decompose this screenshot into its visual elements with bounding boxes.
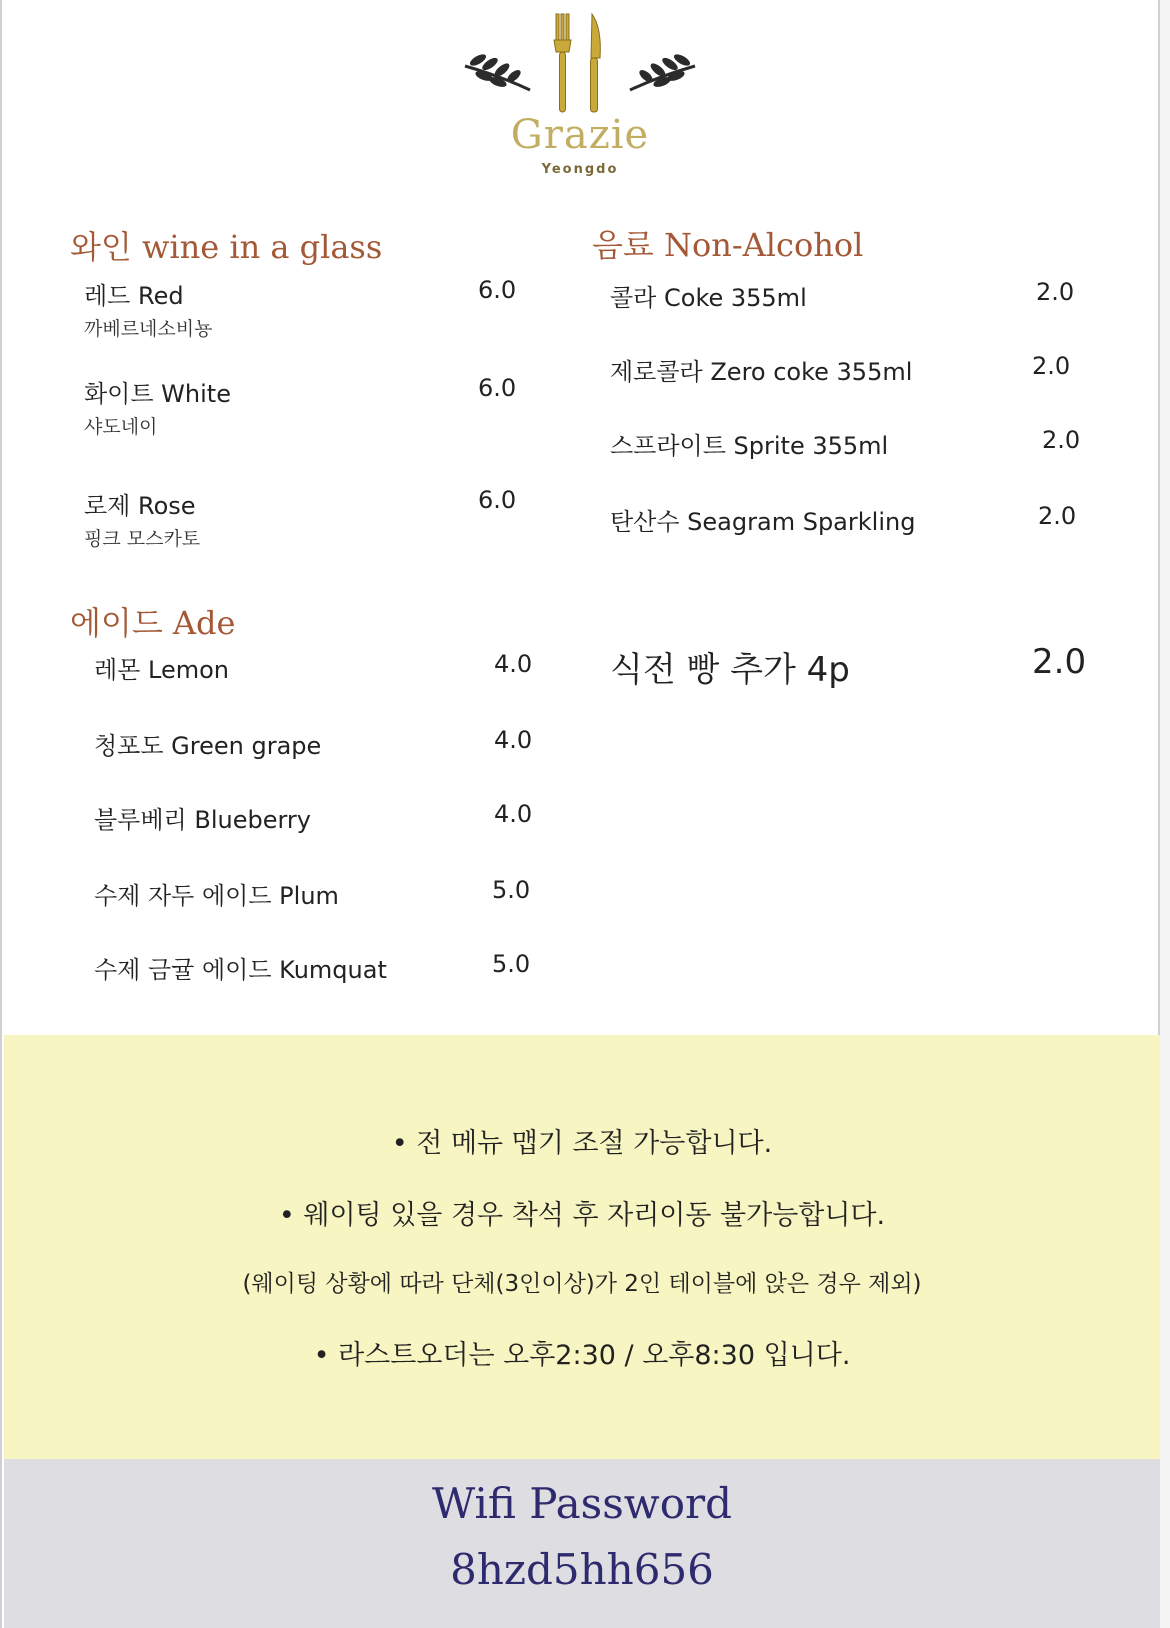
brand-location: Yeongdo <box>541 162 619 177</box>
drink-item-name: 스프라이트 Sprite 355ml <box>610 432 889 460</box>
brand-logo <box>460 8 700 178</box>
drink-item-name: 탄산수 Seagram Sparkling <box>610 508 916 536</box>
drink-item-price: 2.0 <box>1038 502 1077 530</box>
ade-item-name: 수제 금귤 에이드 Kumquat <box>94 956 387 984</box>
ade-item-price: 4.0 <box>494 726 533 754</box>
notice-line: • 웨이팅 있을 경우 착석 후 자리이동 불가능합니다. <box>278 1200 886 1231</box>
ade-item-price: 5.0 <box>492 950 531 978</box>
fork-knife-laurel-icon <box>460 8 700 118</box>
wine-item-variety: 핑크 모스카토 <box>84 528 201 550</box>
ade-item-price: 4.0 <box>494 650 533 678</box>
ade-item-name: 레몬 Lemon <box>94 656 229 684</box>
wifi-password: 8hzd5hh656 <box>450 1545 714 1594</box>
wine-item-price: 6.0 <box>478 276 517 304</box>
wine-item-name: 로제 Rose <box>84 492 196 520</box>
notice-line: • 라스트오더는 오후2:30 / 오후8:30 입니다. <box>313 1340 851 1371</box>
drink-item-name: 콜라 Coke 355ml <box>610 284 807 312</box>
notice-line: (웨이팅 상황에 따라 단체(3인이상)가 2인 테이블에 앉은 경우 제외) <box>242 1271 922 1297</box>
wine-section-title: 와인 wine in a glass <box>70 228 383 266</box>
bread-item-name: 식전 빵 추가 4p <box>610 650 850 690</box>
wine-item-variety: 까베르네소비뇽 <box>84 318 213 340</box>
ade-item-name: 블루베리 Blueberry <box>94 806 311 834</box>
drink-item-price: 2.0 <box>1042 426 1081 454</box>
ade-item-price: 4.0 <box>494 800 533 828</box>
wine-item-price: 6.0 <box>478 486 517 514</box>
ade-item-name: 청포도 Green grape <box>94 732 322 760</box>
wine-item-name: 화이트 White <box>84 380 231 408</box>
ade-item-price: 5.0 <box>492 876 531 904</box>
wine-item-name: 레드 Red <box>84 282 184 310</box>
page-edge <box>1160 0 1170 1628</box>
notice-panel <box>4 1035 1160 1459</box>
wine-item-variety: 샤도네이 <box>84 416 158 438</box>
drink-item-price: 2.0 <box>1032 352 1071 380</box>
wine-item-price: 6.0 <box>478 374 517 402</box>
nonalcohol-section-title: 음료 Non-Alcohol <box>592 226 864 264</box>
ade-section-title: 에이드 Ade <box>70 604 236 642</box>
notice-line: • 전 메뉴 맵기 조절 가능합니다. <box>391 1128 773 1159</box>
ade-item-name: 수제 자두 에이드 Plum <box>94 882 339 910</box>
wifi-label: Wifi Password <box>432 1479 732 1528</box>
drink-item-price: 2.0 <box>1036 278 1075 306</box>
wifi-panel <box>4 1459 1160 1628</box>
drink-item-name: 제로콜라 Zero coke 355ml <box>610 358 913 386</box>
bread-item-price: 2.0 <box>1032 642 1087 682</box>
brand-name: Grazie <box>510 112 650 158</box>
